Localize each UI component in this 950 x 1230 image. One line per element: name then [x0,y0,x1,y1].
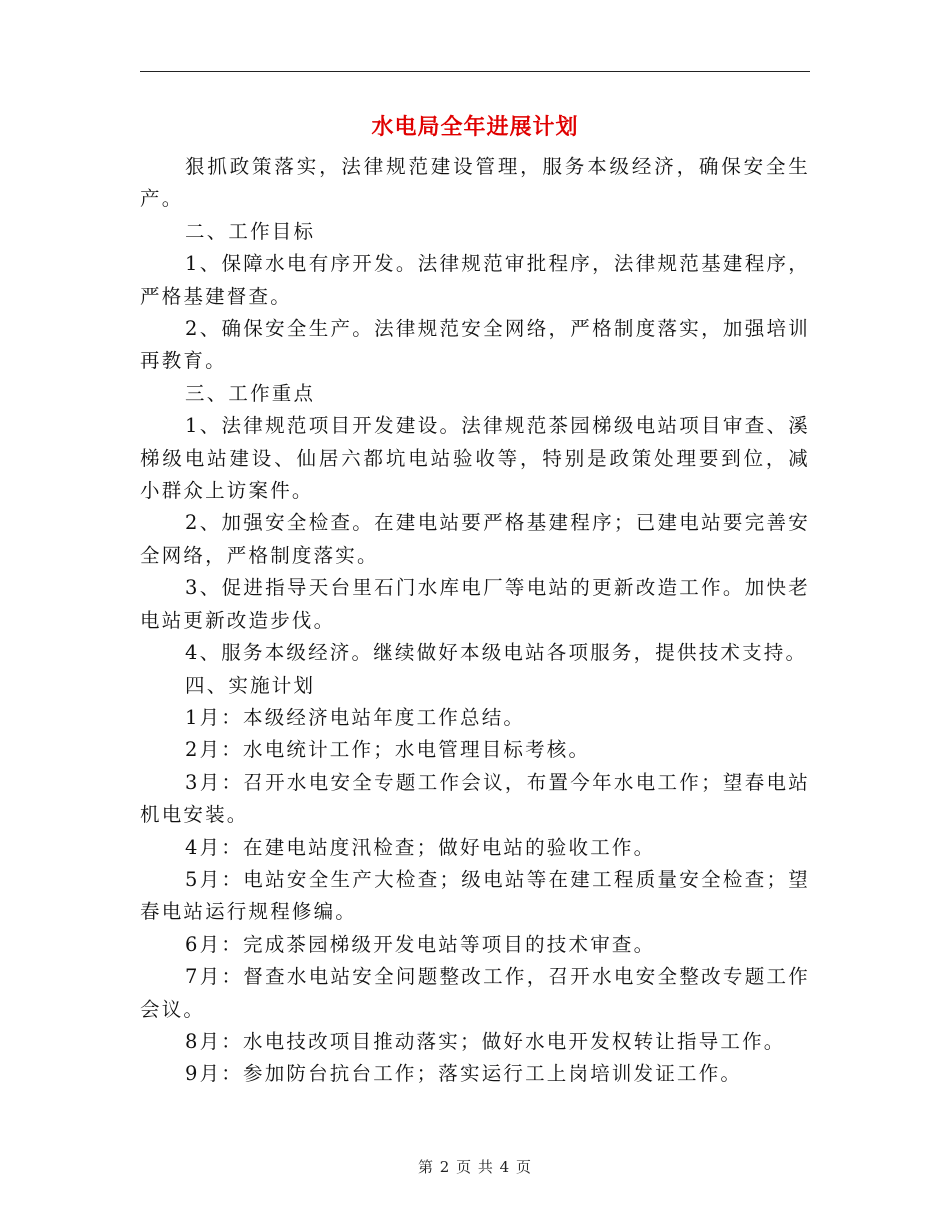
section-heading: 三、工作重点 [185,381,316,405]
section-heading: 二、工作目标 [185,219,316,243]
plan-item: 3月：召开水电安全专题工作会议，布置今年水电工作；望春电站机电安装。 [140,770,810,827]
paragraph: 2、加强安全检查。在建电站要严格基建程序；已建电站要完善安全网络，严格制度落实。 [140,511,810,567]
paragraph: 3、促进指导天台里石门水库电厂等电站的更新改造工作。加快老电站更新改造步伐。 [140,576,810,632]
plan-item: 9月：参加防台抗台工作；落实运行工上岗培训发证工作。 [185,1062,743,1086]
paragraph: 1、保障水电有序开发。法律规范审批程序，法律规范基建程序，严格基建督查。 [140,252,810,308]
section-heading: 四、实施计划 [185,673,316,697]
plan-item: 7月：督查水电站安全问题整改工作，召开水电安全整改专题工作会议。 [140,965,810,1021]
plan-item: 8月：水电技改项目推动落实；做好水电开发权转让指导工作。 [185,1029,786,1053]
document-body [140,151,810,1091]
paragraph: 2、确保安全生产。法律规范安全网络，严格制度落实，加强培训再教育。 [140,317,810,373]
paragraph: 狠抓政策落实，法律规范建设管理，服务本级经济，确保安全生产。 [140,155,810,211]
plan-item: 1月：本级经济电站年度工作总结。 [185,705,526,729]
document-title: 水电局全年进展计划 [371,114,579,140]
plan-item: 2月：水电统计工作；水电管理目标考核。 [185,738,591,762]
plan-item: 4月：在建电站度汛检查；做好电站的验收工作。 [185,835,656,859]
plan-item: 5月：电站安全生产大检查；级电站等在建工程质量安全检查；望春电站运行规程修编。 [140,867,810,924]
paragraph: 1、法律规范项目开发建设。法律规范茶园梯级电站项目审查、溪梯级电站建设、仙居六都坑电站验收等，特别是政策处理要到位，减小群众上访案件。 [140,414,810,503]
plan-item: 6月：完成茶园梯级开发电站等项目的技术审查。 [185,932,656,956]
paragraph: 4、服务本级经济。继续做好本级电站各项服务，提供技术支持。 [185,641,808,665]
header-rule [140,71,810,72]
page-footer: 第 2 页 共 4 页 [418,1158,532,1176]
